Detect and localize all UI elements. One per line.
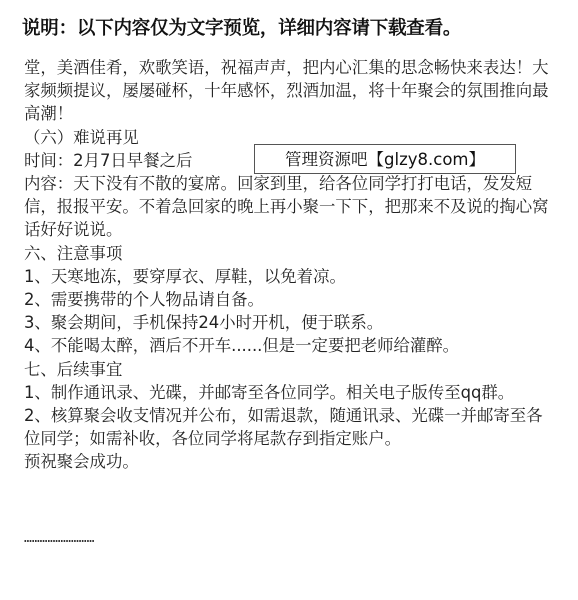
time-line: 时间：2月7日早餐之后 bbox=[24, 150, 193, 170]
watermark-stamp: 管理资源吧【glzy8.com】 bbox=[254, 144, 516, 174]
note-item: 2、需要携带的个人物品请自备。 bbox=[24, 290, 264, 310]
document-body bbox=[24, 56, 554, 474]
section-heading-followup: 七、后续事宜 bbox=[24, 359, 123, 379]
note-item: 1、天寒地冻，要穿厚衣、厚鞋，以免着凉。 bbox=[24, 266, 346, 286]
section-heading-notes: 六、注意事项 bbox=[24, 243, 123, 263]
preview-notice: 说明：以下内容仅为文字预览，详细内容请下载查看。 bbox=[22, 18, 462, 39]
note-item: 4、不能喝太醉，酒后不开车......但是一定要把老师给灌醉。 bbox=[24, 336, 460, 356]
followup-item: 2、核算聚会收支情况并公布，如需退款，随通讯录、光碟一并邮寄至各位同学；如需补收，各位同学将尾款存到指定账户。 bbox=[24, 406, 543, 449]
followup-item: 1、制作通讯录、光碟，并邮寄至各位同学。相关电子版传至qq群。 bbox=[24, 382, 515, 402]
closing-line: 预祝聚会成功。 bbox=[24, 452, 139, 472]
note-item: 3、聚会期间，手机保持24小时开机，便于联系。 bbox=[24, 313, 384, 333]
sub-heading-farewell: （六）难说再见 bbox=[24, 127, 139, 147]
content-paragraph: 内容：天下没有不散的宴席。回家到里，给各位同学打打电话，发发短信，报报平安。不着急回家的晚上再小聚一下下，把那来不及说的掏心窝话好好说说。 bbox=[24, 174, 549, 240]
ellipsis-dots: ……………………… bbox=[24, 531, 95, 546]
intro-paragraph: 堂，美酒佳肴，欢歌笑语，祝福声声，把内心汇集的思念畅快来表达！大家频频提议，屡屡碰杯，十年感怀，烈酒加温，将十年聚会的氛围推向最高潮！ bbox=[24, 58, 549, 124]
